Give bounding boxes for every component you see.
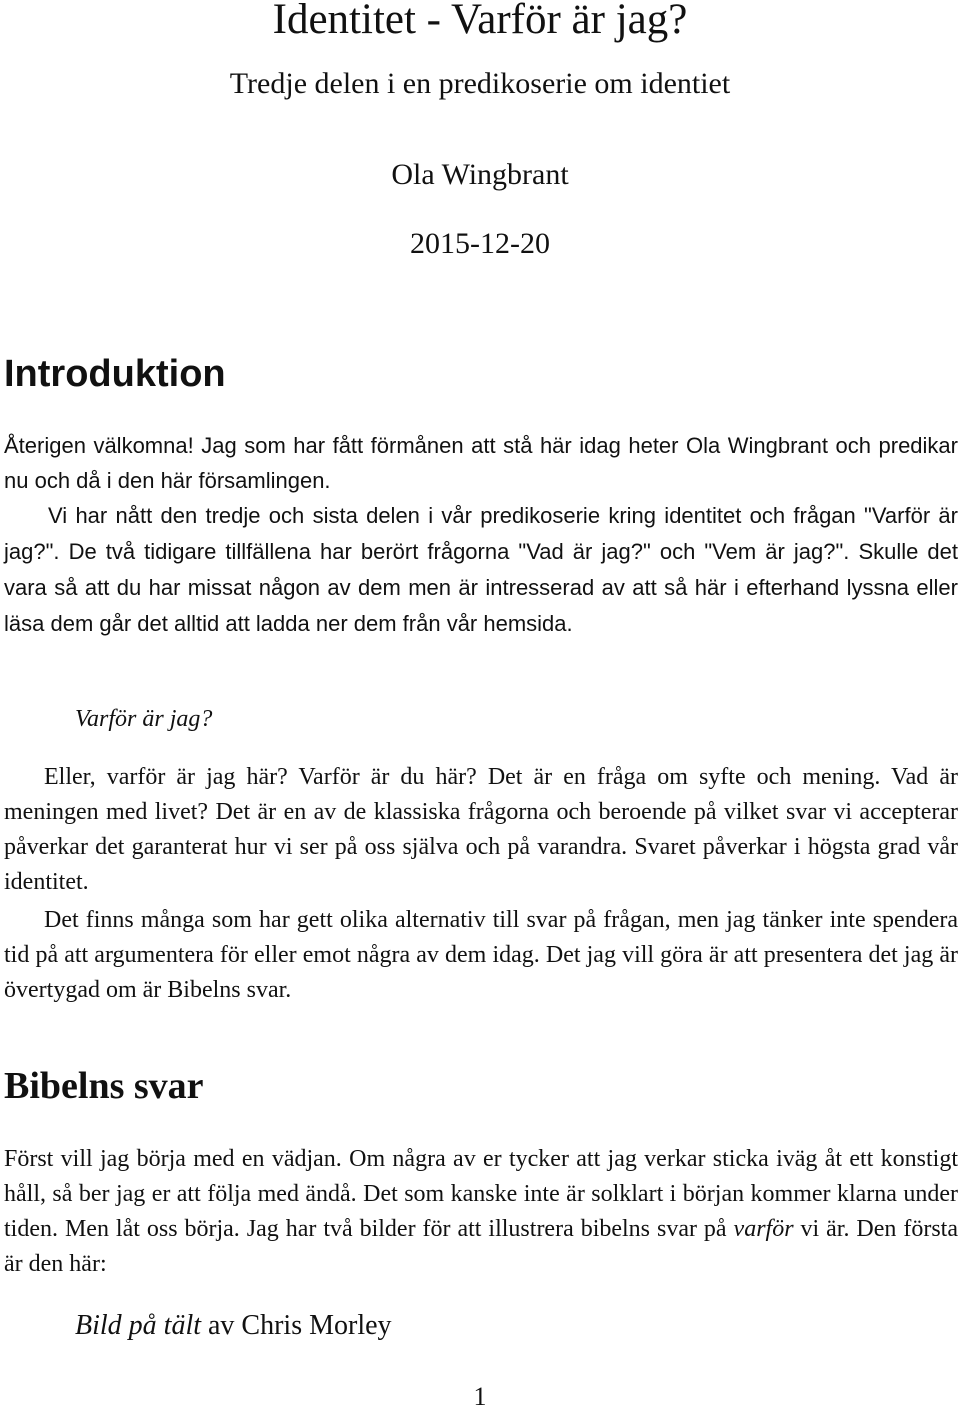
paragraph-plea-end: vi är. Den första är den här: bbox=[4, 1216, 959, 1277]
document-subtitle: Tredje delen i en predikoserie om identiet bbox=[229, 67, 731, 100]
question-varfor: Varför är jag? bbox=[75, 706, 213, 732]
paragraph-welcome: Återigen välkomna! Jag som har fått förmånen att stå här idag heter Ola Wingbrant och predikar nu och då i den här församlingen. bbox=[4, 433, 958, 493]
paragraph-plea bbox=[4, 1142, 958, 1282]
caption-title: Bild på tält bbox=[75, 1310, 201, 1341]
paragraph-plea-text: Först vill jag börja med en vädjan. Om några av er tycker att jag verkar sticka iväg åt ett konstigt håll, så ber jag er att följa med ändå. Det som kanske inte är solklart i början kommer klarna under tiden. Men låt oss börja. Jag har två bilder för att illustrera bibelns svar på bbox=[4, 1146, 958, 1242]
section-heading-introduktion: Introduktion bbox=[4, 353, 226, 395]
caption-credit: av Chris Morley bbox=[201, 1310, 392, 1341]
image-caption bbox=[75, 1308, 392, 1344]
document-author: Ola Wingbrant bbox=[391, 158, 569, 191]
section-heading-bibelns-svar: Bibelns svar bbox=[4, 1065, 204, 1107]
paragraph-series: Vi har nått den tredje och sista delen i vår predikoserie kring identitet och frågan "Varför är jag?". De två tidigare tillfällena har berört frågorna "Vad är jag?" och "Vem är jag?". Skulle det vara så att du har missat någon av dem men är intresserad av att så här i efterhand lyssna eller läsa dem går det alltid att ladda ner dem från vår hemsida. bbox=[4, 503, 958, 636]
emphasis-varfor: varför bbox=[733, 1216, 794, 1242]
paragraph-alternatives: Det finns många som har gett olika alternativ till svar på frågan, men jag tänker inte spendera tid på att argumentera för eller emot några av dem idag. Det jag vill göra är att presentera det jag är övertygad om är Bibelns svar. bbox=[4, 907, 958, 1003]
paragraph-purpose: Eller, varför är jag här? Varför är du här? Det är en fråga om syfte och mening. Vad är meningen med livet? Det är en av de klassiska frågorna och beroende på vilket svar vi accepterar påverkar det garanterat hur vi ser på oss själva och på varandra. Svaret påverkar i högsta grad vår identitet. bbox=[4, 764, 958, 895]
document-title: Identitet - Varför är jag? bbox=[272, 0, 688, 43]
document-date: 2015-12-20 bbox=[410, 227, 550, 260]
page-number: 1 bbox=[473, 1382, 487, 1411]
